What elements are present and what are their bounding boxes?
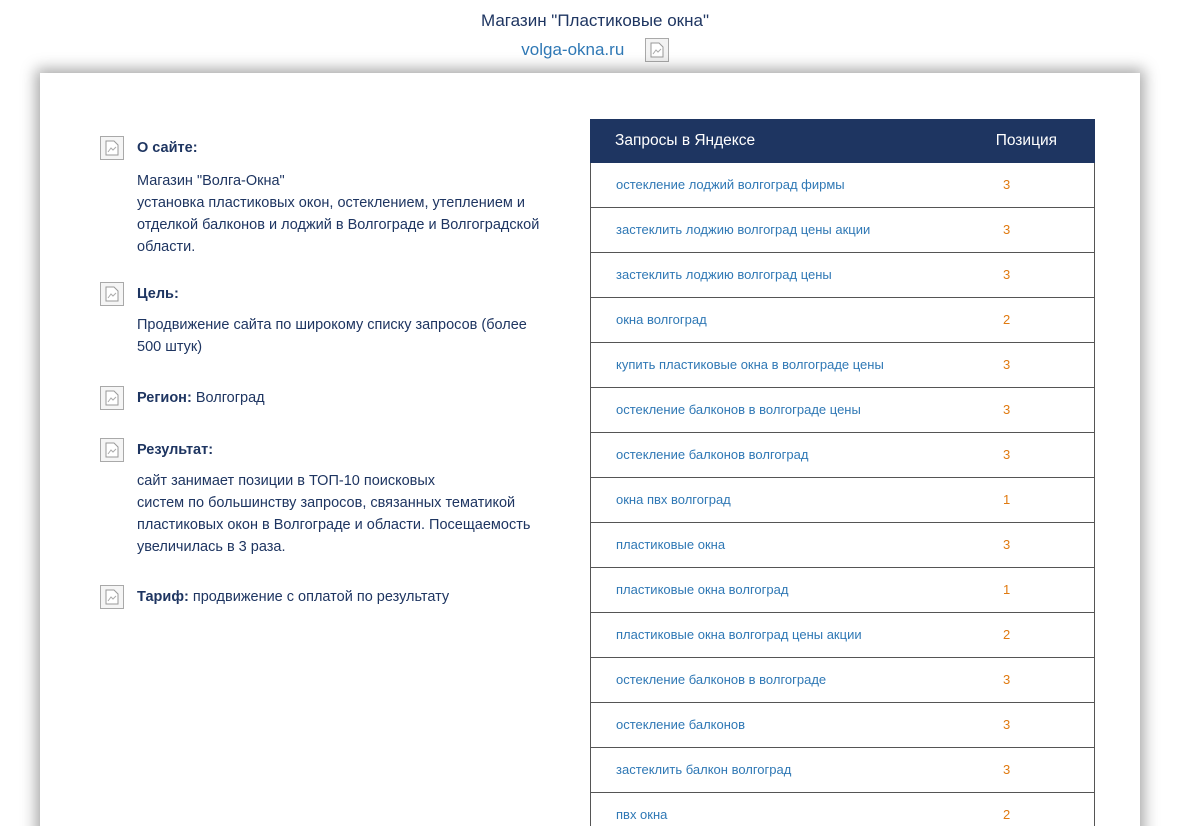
tariff-section: [100, 585, 560, 615]
query-link[interactable]: остекление балконов в волгограде: [616, 672, 827, 687]
table-row: [590, 433, 1095, 478]
broken-image-icon: [100, 438, 124, 462]
broken-image-icon: [100, 386, 124, 410]
table-row: [590, 523, 1095, 568]
about-text: [137, 170, 552, 258]
query-link[interactable]: пвх окна: [616, 807, 668, 822]
position-value: 2: [1003, 807, 1011, 822]
content-card: [40, 73, 1140, 826]
position-value: 1: [1003, 582, 1011, 597]
table-row: [590, 793, 1095, 826]
table-header: [590, 119, 1095, 163]
position-value: 3: [1003, 357, 1011, 372]
position-value: 2: [1003, 312, 1011, 327]
tariff-label: Тариф:: [137, 589, 189, 605]
table-row: [590, 253, 1095, 298]
table-row: [590, 343, 1095, 388]
table-row: [590, 748, 1095, 793]
about-section: [100, 136, 560, 256]
broken-image-icon: [100, 136, 124, 160]
query-link[interactable]: остекление балконов волгоград: [616, 447, 809, 462]
position-value: 3: [1003, 267, 1011, 282]
goal-text: Продвижение сайта по широкому списку запросов (более 500 штук): [137, 317, 527, 355]
region-row: [137, 390, 265, 406]
position-value: 3: [1003, 177, 1011, 192]
column-header-query: Запросы в Яндексе: [615, 132, 756, 149]
query-link[interactable]: остекление лоджий волгоград фирмы: [616, 177, 845, 192]
broken-image-icon: [100, 282, 124, 306]
result-section: [100, 438, 560, 568]
goal-section: [100, 282, 560, 362]
region-label: Регион:: [137, 390, 192, 406]
table-row: [590, 613, 1095, 658]
broken-image-icon: [100, 585, 124, 609]
position-value: 1: [1003, 492, 1011, 507]
result-label: Результат:: [137, 442, 214, 458]
query-link[interactable]: пластиковые окна волгоград: [616, 582, 789, 597]
query-link[interactable]: пластиковые окна: [616, 537, 726, 552]
table-row: [590, 658, 1095, 703]
goal-label: Цель:: [137, 286, 179, 302]
position-value: 3: [1003, 762, 1011, 777]
query-link[interactable]: застеклить балкон волгоград: [616, 762, 792, 777]
query-link[interactable]: остекление балконов: [616, 717, 746, 732]
position-value: 3: [1003, 717, 1011, 732]
position-value: 3: [1003, 537, 1011, 552]
tariff-value: продвижение с оплатой по результату: [192, 589, 450, 605]
query-link[interactable]: окна волгоград: [616, 312, 707, 327]
query-link[interactable]: купить пластиковые окна в волгограде цены: [616, 357, 884, 372]
query-link[interactable]: застеклить лоджию волгоград цены акции: [616, 222, 871, 237]
page-header: [0, 0, 1190, 72]
positions-table: [590, 119, 1095, 826]
table-row: [590, 703, 1095, 748]
table-row: [590, 208, 1095, 253]
table-row: [590, 478, 1095, 523]
region-value: Волгоград: [195, 390, 265, 406]
result-text-line1: сайт занимает позиции в ТОП-10 поисковых: [137, 473, 436, 489]
tariff-row: [137, 589, 449, 605]
about-text-line1: Магазин "Волга-Окна": [137, 173, 285, 189]
position-value: 3: [1003, 672, 1011, 687]
region-section: [100, 386, 560, 416]
column-header-position: Позиция: [995, 132, 1057, 149]
broken-image-icon: [645, 38, 669, 62]
site-row: [0, 38, 1190, 62]
position-value: 3: [1003, 402, 1011, 417]
about-text-line2: установка пластиковых окон, остеклением, утеплением и отделкой балконов и лоджий в Волгограде и Волгоградской области.: [137, 195, 540, 255]
table-body: [590, 163, 1095, 826]
query-link[interactable]: остекление балконов в волгограде цены: [616, 402, 861, 417]
table-row: [590, 568, 1095, 613]
query-link[interactable]: окна пвх волгоград: [616, 492, 731, 507]
result-text: [137, 470, 552, 558]
table-row: [590, 298, 1095, 343]
position-value: 2: [1003, 627, 1011, 642]
position-value: 3: [1003, 222, 1011, 237]
table-row: [590, 163, 1095, 208]
position-value: 3: [1003, 447, 1011, 462]
table-row: [590, 388, 1095, 433]
site-link[interactable]: volga-okna.ru: [521, 40, 625, 59]
about-label: О сайте:: [137, 140, 198, 156]
query-link[interactable]: пластиковые окна волгоград цены акции: [616, 627, 862, 642]
query-link[interactable]: застеклить лоджию волгоград цены: [616, 267, 832, 282]
page-title: Магазин "Пластиковые окна": [481, 11, 709, 30]
result-text-line2: систем по большинству запросов, связанных тематикой пластиковых окон в Волгограде и области. Посещаемость увеличилась в 3 раза.: [137, 495, 531, 555]
